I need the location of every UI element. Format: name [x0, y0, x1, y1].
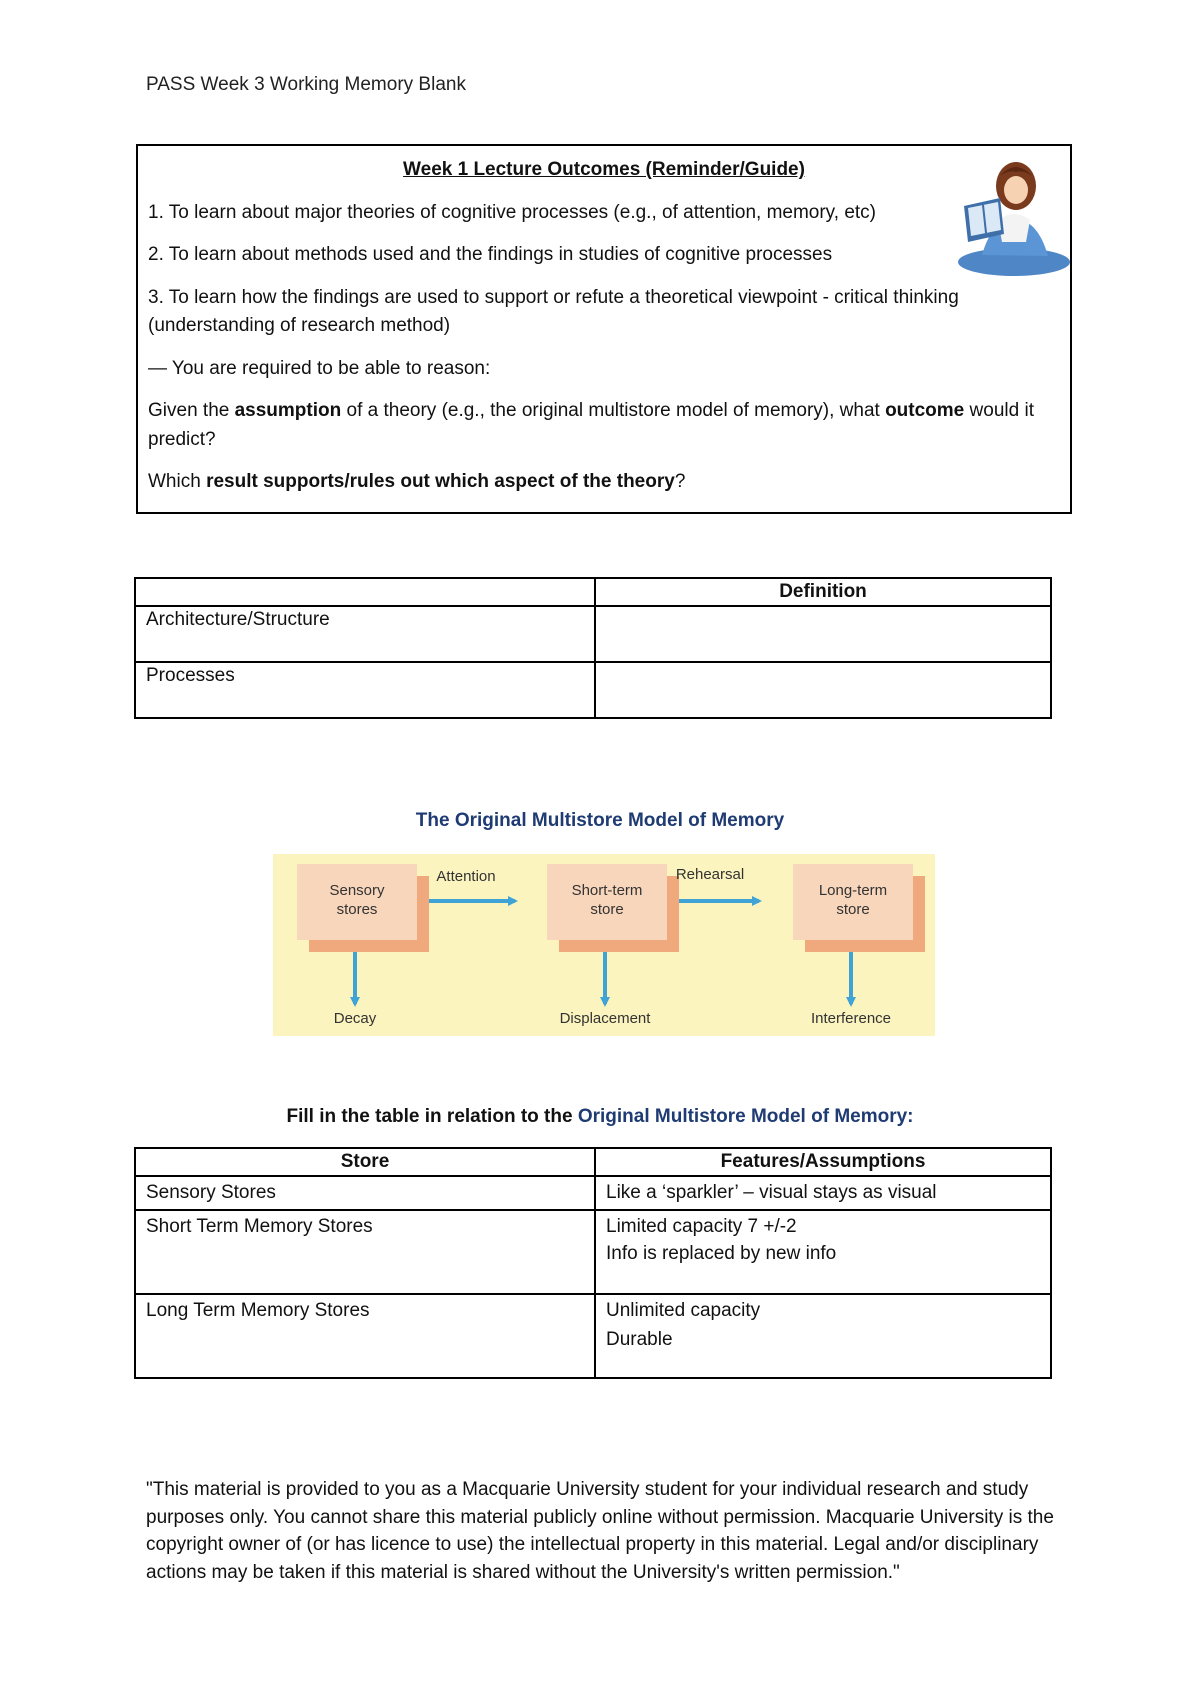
- q2-text: ?: [674, 471, 686, 492]
- outcomes-title: Week 1 Lecture Outcomes (Reminder/Guide): [403, 159, 805, 180]
- displacement-label: Displacement: [559, 1010, 651, 1027]
- q1-text: Given the: [148, 400, 235, 421]
- outcome-item: [148, 284, 1060, 341]
- features-cell: [595, 1294, 1051, 1378]
- multistore-model-diagram: [273, 854, 935, 1036]
- document-header: PASS Week 3 Working Memory Blank: [146, 74, 466, 95]
- store-label-line: Short-term: [571, 882, 643, 899]
- copyright-notice: "This material is provided to you as a Macquarie University student for your individual research and study purposes only. You cannot share this material publicly online without permission. Macquarie University is the copyright owner of (or has licence to use) the intellectual property in this material. Legal and/or disciplinary actions may be taken if this material is shared without the University's written permission.": [146, 1479, 1054, 1583]
- feature-line: Unlimited capacity: [606, 1299, 761, 1321]
- reason-question-1: [148, 397, 1060, 454]
- table-header-cell: Definition: [595, 578, 1051, 606]
- table-header-cell: Store: [135, 1148, 595, 1176]
- reason-question-2: [148, 468, 1060, 497]
- outcome-text: To learn about methods used and the findings in studies of cognitive processes: [163, 244, 833, 265]
- table-header-cell: [135, 578, 595, 606]
- attention-label: Attention: [436, 868, 496, 885]
- table-row: [135, 606, 1051, 662]
- lecture-outcomes-box: [136, 144, 1072, 514]
- q1-text: would it predict?: [148, 400, 1034, 450]
- feature-line: Like a ‘sparkler’ – visual stays as visual: [606, 1182, 937, 1203]
- long-term-store-label: [793, 882, 913, 920]
- store-label-line: store: [590, 900, 624, 918]
- rehearsal-label: Rehearsal: [675, 866, 745, 883]
- definition-cell: [595, 606, 1051, 662]
- short-term-store-label: [547, 882, 667, 920]
- features-cell: [595, 1210, 1051, 1294]
- term-cell: Processes: [135, 662, 595, 718]
- q1-bold-outcome: outcome: [885, 400, 965, 421]
- store-cell: Short Term Memory Stores: [135, 1210, 595, 1294]
- table-row: [135, 1210, 1051, 1294]
- decay-label: Decay: [333, 1010, 377, 1027]
- feature-line: Durable: [606, 1329, 673, 1351]
- diagram-title: The Original Multistore Model of Memory: [415, 810, 785, 831]
- store-label-line: Long-term: [818, 882, 888, 899]
- feature-line: Limited capacity 7 +/-2: [606, 1215, 797, 1237]
- outcome-number: 1.: [148, 201, 164, 223]
- table-header-cell: Features/Assumptions: [595, 1148, 1051, 1176]
- outcome-item: [148, 241, 1060, 270]
- feature-line: Info is replaced by new info: [606, 1243, 837, 1265]
- fill-table-heading: [0, 1106, 1200, 1128]
- reason-intro: — You are required to be able to reason:: [148, 357, 491, 379]
- store-features-table: [134, 1147, 1052, 1379]
- table-row: [135, 662, 1051, 718]
- store-cell: Long Term Memory Stores: [135, 1294, 595, 1378]
- outcome-number: 2.: [148, 244, 164, 265]
- fill-heading-highlight: Original Multistore Model of Memory:: [577, 1106, 914, 1127]
- definition-table: [134, 577, 1052, 719]
- table-row: [135, 1294, 1051, 1378]
- q2-text: Which: [148, 471, 207, 492]
- term-cell: Architecture/Structure: [135, 606, 595, 662]
- table-header-row: [135, 1148, 1051, 1176]
- q1-bold-assumption: assumption: [234, 400, 342, 421]
- outcome-item: [148, 199, 1060, 228]
- store-label-line: Sensory: [329, 882, 385, 899]
- features-cell: [595, 1176, 1051, 1210]
- store-label-line: store: [836, 900, 870, 918]
- q2-bold-text: result supports/rules out which aspect of the theory: [206, 471, 675, 492]
- table-header-row: [135, 578, 1051, 606]
- outcome-text: To learn how the findings are used to support or refute a theoretical viewpoint - critical thinking (understanding of research method): [148, 286, 959, 336]
- outcome-text: To learn about major theories of cognitive processes (e.g., of attention, memory, etc): [163, 201, 877, 223]
- table-row: [135, 1176, 1051, 1210]
- store-label-line: stores: [336, 900, 378, 918]
- fill-heading-prefix: Fill in the table in relation to the: [286, 1106, 578, 1127]
- outcome-number: 3.: [148, 286, 164, 308]
- interference-label: Interference: [810, 1010, 892, 1027]
- definition-cell: [595, 662, 1051, 718]
- q1-text: of a theory (e.g., the original multistore model of memory), what: [341, 400, 886, 421]
- reading-princess-illustration: [952, 150, 1074, 280]
- store-cell: Sensory Stores: [135, 1176, 595, 1210]
- sensory-stores-label: [297, 882, 417, 920]
